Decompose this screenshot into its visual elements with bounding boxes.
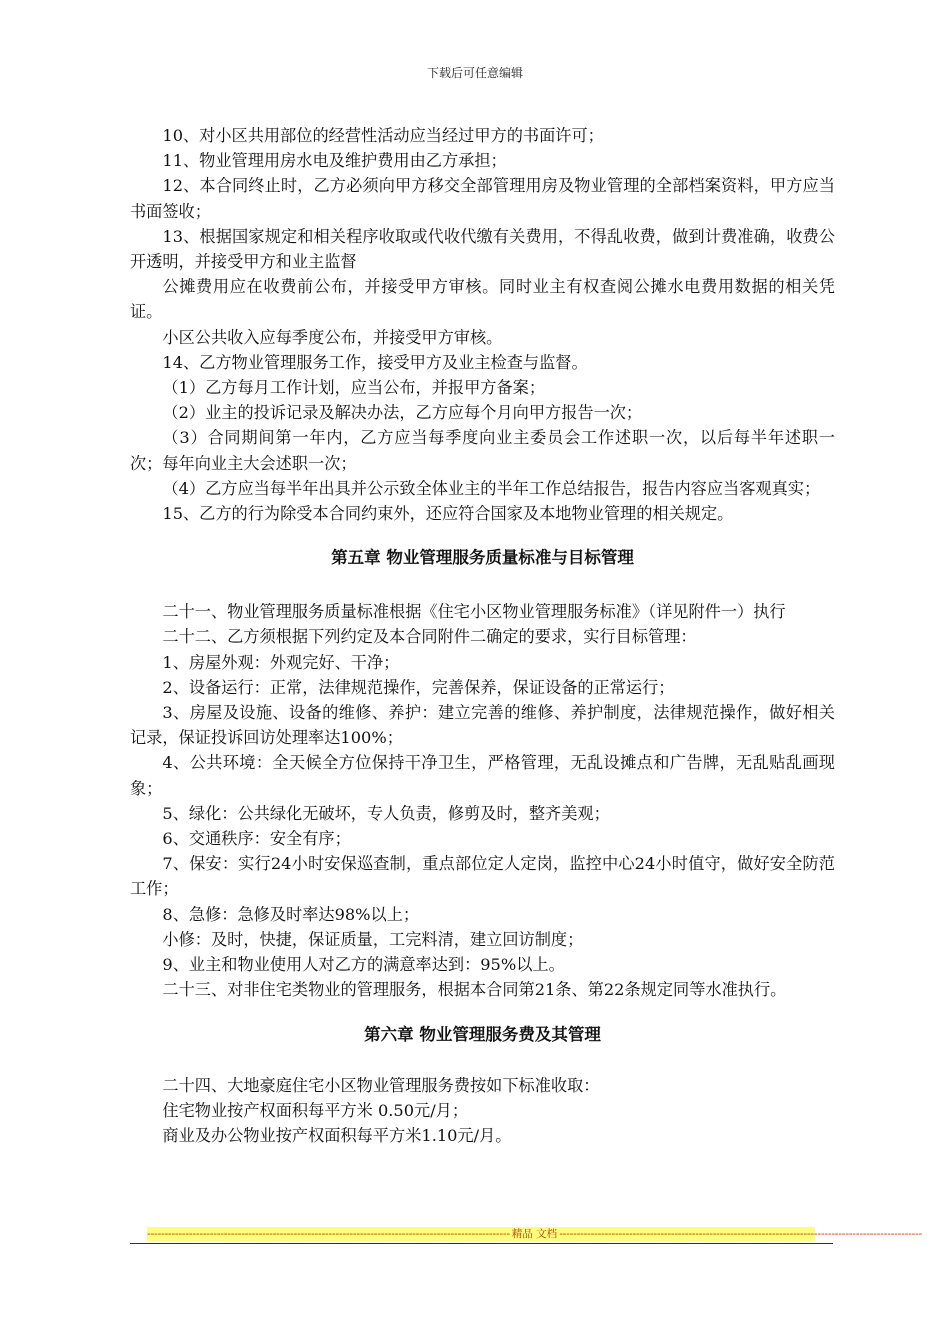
chapter-5-heading: 第五章 物业管理服务质量标准与目标管理: [331, 548, 634, 568]
page-header-note: 下载后可任意编辑: [426, 66, 523, 80]
paragraph: 13、根据国家规定和相关程序收取或代收代缴有关费用，不得乱收费，做到计费准确，收费公开透明，并接受甲方和业主监督: [130, 226, 835, 272]
paragraph: 二十一、物业管理服务质量标准根据《住宅小区物业管理服务标准》（详见附件一）执行: [162, 602, 786, 622]
paragraph: （3）合同期间第一年内，乙方应当每季度向业主委员会工作述职一次，以后每半年述职一次；每年向业主大会述职一次；: [130, 428, 835, 473]
chapter-6-heading: 第六章 物业管理服务费及其管理: [364, 1024, 601, 1044]
paragraph: 二十二、乙方须根据下列约定及本合同附件二确定的要求，实行目标管理：: [162, 627, 697, 647]
paragraph: 9、业主和物业使用人对乙方的满意率达到：95%以上。: [162, 955, 565, 975]
paragraph: 2、设备运行：正常，法律规范操作，完善保养，保证设备的正常运行；: [162, 677, 675, 697]
paragraph: 15、乙方的行为除受本合同约束外，还应符合国家及本地物业管理的相关规定。: [162, 504, 734, 524]
paragraph: 小修：及时，快捷，保证质量，工完料清，建立回访制度；: [162, 929, 584, 949]
paragraph: 7、保安：实行24小时安保巡查制，重点部位定人定岗，监控中心24小时值守，做好安全防范工作；: [130, 854, 835, 899]
paragraph: 二十四、大地豪庭住宅小区物业管理服务费按如下标准收取：: [162, 1075, 600, 1095]
paragraph: 10、对小区共用部位的经营性活动应当经过甲方的书面许可；: [162, 126, 604, 145]
footer-label: 精品 文档: [511, 1228, 558, 1240]
document-body: [130, 123, 835, 1148]
paragraph: （1）乙方每月工作计划，应当公布，并报甲方备案；: [162, 378, 546, 398]
paragraph: 11、物业管理用房水电及维护费用由乙方承担；: [162, 151, 507, 171]
paragraph: 14、乙方物业管理服务工作，接受甲方及业主检查与监督。: [162, 352, 588, 372]
footer-dashes-left: --------------------------------------------------------------------------------------------------------: [147, 1228, 510, 1240]
paragraph: 住宅物业按产权面积每平方米 0.50元/月；: [162, 1100, 469, 1120]
footer-watermark-band: [147, 1227, 923, 1241]
paragraph: （2）业主的投诉记录及解决办法，乙方应每个月向甲方报告一次；: [162, 403, 643, 423]
paragraph: 8、急修：急修及时率达98%以上；: [162, 904, 420, 924]
paragraph: 5、绿化：公共绿化无破坏，专人负责，修剪及时，整齐美观；: [162, 803, 610, 823]
paragraph: 6、交通秩序：安全有序；: [162, 829, 351, 849]
paragraph: 二十三、对非住宅类物业的管理服务，根据本合同第21条、第22条规定同等水准执行。: [162, 980, 787, 1000]
paragraph: 小区公共收入应每季度公布，并接受甲方审核。: [162, 327, 503, 347]
paragraph: 商业及办公物业按产权面积每平方米1.10元/月。: [162, 1125, 512, 1145]
paragraph: 1、房屋外观：外观完好、干净；: [162, 652, 400, 672]
footer-dashes-right: --------------------------------------------------------------------------------------------------------: [559, 1228, 923, 1240]
paragraph: （4）乙方应当每半年出具并公示致全体业主的半年工作总结报告，报告内容应当客观真实；: [162, 478, 821, 498]
paragraph: 4、公共环境：全天候全方位保持干净卫生，严格管理，无乱设摊点和广告牌，无乱贴乱画现象；: [130, 753, 835, 798]
paragraph: 12、本合同终止时，乙方必须向甲方移交全部管理用房及物业管理的全部档案资料，甲方应当书面签收；: [130, 176, 835, 221]
footer-divider: [130, 1243, 833, 1244]
paragraph: 3、房屋及设施、设备的维修、养护：建立完善的维修、养护制度，法律规范操作，做好相关记录，保证投诉回访处理率达100%；: [130, 703, 835, 748]
paragraph: 公摊费用应在收费前公布，并接受甲方审核。同时业主有权查阅公摊水电费用数据的相关凭证。: [130, 277, 835, 322]
